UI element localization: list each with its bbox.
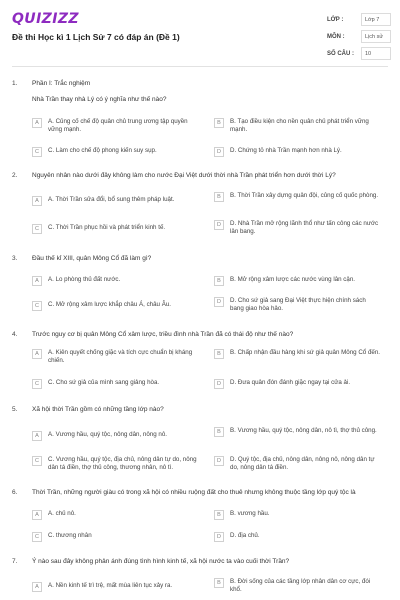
option-letter: B — [214, 510, 224, 520]
question-text: Ý nào sau đây không phản ánh đúng tình hình kinh tế, xã hội nước ta vào cuối thời Trần? — [32, 558, 290, 565]
question-5 — [12, 406, 392, 486]
meta-row-class — [327, 12, 391, 29]
option-letter: A — [32, 431, 42, 441]
option-letter: C — [32, 379, 42, 389]
option-text: B. Vương hầu, quý tộc, nông dân, nô tì, thợ thủ công. — [230, 427, 377, 434]
worksheet-meta — [327, 12, 391, 63]
option-letter: D — [214, 379, 224, 389]
option-letter: B — [214, 276, 224, 286]
option-text: C. Vương hầu, quý tộc, địa chủ, nông dân tự do, nông dân tá điền, thợ thủ công, thương nhân, nô tì. — [48, 456, 197, 471]
option-text: D. Cho sứ giả sang Đại Việt thực hiện chính sách bang giao hòa hảo. — [230, 297, 366, 312]
question-1 — [12, 80, 392, 160]
meta-label: MÔN : — [327, 34, 345, 40]
section-title: Phần I: Trắc nghiệm — [32, 80, 91, 87]
option-letter: A — [32, 196, 42, 206]
quizizz-logo: QUIZIZZ — [12, 11, 79, 27]
option-letter: A — [32, 118, 42, 128]
header-divider — [12, 66, 388, 67]
question-number: 6. — [12, 489, 18, 496]
option-text: C. thương nhân — [48, 532, 92, 539]
option-letter: C — [32, 301, 42, 311]
option-letter: D — [214, 456, 224, 466]
question-text: Trước nguy cơ bị quân Mông Cổ xâm lược, triều đình nhà Trần đã có thái độ như thế nào? — [32, 331, 294, 338]
option-letter: A — [32, 510, 42, 520]
option-text: D. địa chủ. — [230, 532, 260, 539]
option-text: A. Lo phòng thủ đất nước. — [48, 276, 121, 283]
option-text: B. Chấp nhận đầu hàng khi sứ giả quân Mông Cổ đến. — [230, 349, 380, 356]
option-letter: A — [32, 582, 42, 592]
option-text: C. Mở rộng xâm lược khắp châu Á, châu Âu. — [48, 301, 171, 308]
option-text: B. Đời sống của các tầng lớp nhân dân cơ cực, đói khổ. — [230, 578, 371, 593]
question-number: 7. — [12, 558, 18, 565]
option-text: A. Thời Trần sửa đổi, bổ sung thêm pháp luật. — [48, 196, 175, 203]
question-4 — [12, 331, 392, 401]
option-letter: A — [32, 276, 42, 286]
option-text: C. Thời Trần phục hồi và phát triển kinh tế. — [48, 224, 166, 231]
question-text: Thời Trần, những người giàu có trong xã hội có nhiều ruộng đất cho thuê nhưng không thuộc tầng lớp quý tộc là — [32, 489, 356, 496]
worksheet-header — [0, 0, 400, 64]
question-number: 3. — [12, 255, 18, 262]
option-text: A. Kiên quyết chống giặc và tích cực chuẩn bị kháng chiến. — [48, 349, 193, 364]
question-number: 1. — [12, 80, 18, 87]
option-letter: C — [32, 532, 42, 542]
question-6 — [12, 489, 392, 549]
option-text: B. Mở rộng xâm lược các nước vùng lân cận. — [230, 276, 356, 283]
option-letter: B — [214, 118, 224, 128]
question-text: Đầu thế kỉ XIII, quân Mông Cổ đã làm gì? — [32, 255, 152, 262]
option-letter: B — [214, 192, 224, 202]
meta-value: Lớp 7 — [361, 13, 391, 26]
question-number: 4. — [12, 331, 18, 338]
option-letter: C — [32, 224, 42, 234]
option-text: A. Nền kinh tế trì trệ, mất mùa liên tục xảy ra. — [48, 582, 173, 589]
question-number: 5. — [12, 406, 18, 413]
meta-row-count — [327, 46, 391, 63]
option-text: D. Đưa quân đón đánh giặc ngay tại cửa ải. — [230, 379, 351, 386]
option-letter: B — [214, 427, 224, 437]
option-text: B. Tạo điều kiện cho nền quân chủ phát triển vững mạnh. — [230, 118, 369, 133]
option-text: A. chủ nô. — [48, 510, 76, 517]
option-letter: C — [32, 147, 42, 157]
question-3 — [12, 255, 392, 325]
meta-value: 10 — [361, 47, 391, 60]
question-7 — [12, 558, 392, 600]
question-2 — [12, 172, 392, 242]
option-text: A. Vương hầu, quý tộc, nông dân, nông nô. — [48, 431, 167, 438]
option-text: C. Cho sứ giả của mình sang giảng hòa. — [48, 379, 160, 386]
worksheet-title: Đề thi Học kì 1 Lịch Sử 7 có đáp án (Đề 1) — [12, 32, 180, 42]
option-text: A. Củng cố chế độ quân chủ trung ương tập quyền vững mạnh. — [48, 118, 188, 133]
option-letter: D — [214, 220, 224, 230]
option-text: C. Làm cho chế độ phong kiến suy sụp. — [48, 147, 157, 154]
option-letter: B — [214, 578, 224, 588]
option-text: D. Nhà Trần mở rộng lãnh thổ như tấn công các nước lân bang. — [230, 220, 379, 235]
option-letter: D — [214, 297, 224, 307]
meta-label: SỐ CÂU : — [327, 51, 354, 57]
option-text: B. vương hầu. — [230, 510, 270, 517]
meta-label: LỚP : — [327, 17, 344, 23]
question-number: 2. — [12, 172, 18, 179]
option-letter: D — [214, 147, 224, 157]
question-text: Nguyên nhân nào dưới đây không làm cho nước Đại Việt dưới thời nhà Trần phát triển hơn dưới thời Lý? — [32, 172, 336, 179]
option-letter: A — [32, 349, 42, 359]
meta-value: Lịch sử — [361, 30, 391, 43]
option-text: B. Thời Trần xây dựng quân đội, củng cố quốc phòng. — [230, 192, 379, 199]
meta-row-subject — [327, 29, 391, 46]
option-text: D. Chứng tỏ nhà Trần mạnh hơn nhà Lý. — [230, 147, 342, 154]
option-letter: C — [32, 456, 42, 466]
option-letter: D — [214, 532, 224, 542]
question-text: Nhà Trần thay nhà Lý có ý nghĩa như thế nào? — [32, 96, 167, 103]
option-text: D. Quý tộc, địa chủ, nông dân, nông nô, nông dân tự do, nông dân tá điền. — [230, 456, 375, 471]
question-text: Xã hội thời Trần gồm có những tầng lớp nào? — [32, 406, 164, 413]
option-letter: B — [214, 349, 224, 359]
